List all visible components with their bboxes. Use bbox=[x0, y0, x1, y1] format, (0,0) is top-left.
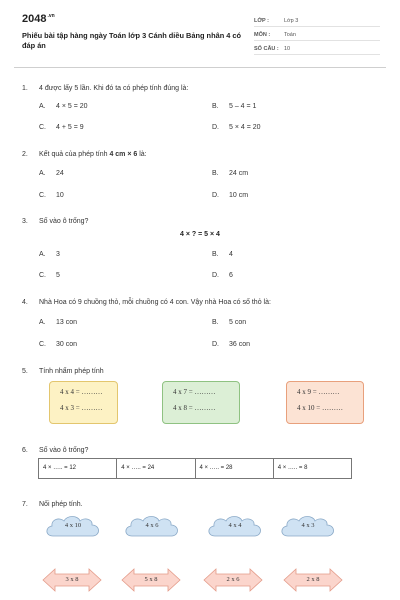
question-number: 1. bbox=[22, 85, 28, 92]
option-a[interactable] bbox=[39, 319, 77, 326]
question-number: 7. bbox=[22, 501, 28, 508]
option-b[interactable] bbox=[212, 170, 248, 177]
option-text: 6 bbox=[229, 272, 233, 279]
option-letter: A. bbox=[39, 319, 46, 326]
option-letter: D. bbox=[212, 192, 219, 199]
option-text: 4 bbox=[229, 251, 233, 258]
question-text: Tính nhẩm phép tính bbox=[39, 368, 104, 375]
option-c[interactable] bbox=[39, 192, 64, 199]
option-text: 24 cm bbox=[229, 170, 249, 177]
mental-math-box-peach bbox=[286, 381, 364, 424]
option-a[interactable] bbox=[39, 170, 64, 177]
option-text: 5 con bbox=[229, 319, 247, 326]
option-letter: B. bbox=[212, 103, 219, 110]
cloud-label: 4 x 4 bbox=[228, 522, 242, 529]
meta-row-subject bbox=[254, 29, 380, 41]
option-text: 10 cm bbox=[229, 192, 249, 199]
question-text-bold: 4 cm × 6 bbox=[109, 151, 138, 158]
math-line: 4 x 4 = ……… bbox=[60, 388, 103, 396]
question-number: 4. bbox=[22, 299, 28, 306]
header-divider bbox=[14, 67, 386, 68]
option-letter: C. bbox=[39, 124, 46, 131]
option-letter: B. bbox=[212, 170, 219, 177]
option-text: 5 – 4 = 1 bbox=[229, 103, 257, 110]
option-text: 4 × 5 = 20 bbox=[56, 103, 88, 110]
question-number: 2. bbox=[22, 151, 28, 158]
logo-text: 2048 bbox=[22, 13, 47, 25]
option-letter: D. bbox=[212, 272, 219, 279]
question-text: Số vào ô trống? bbox=[39, 447, 89, 454]
option-a[interactable] bbox=[39, 251, 60, 258]
cloud-label: 4 x 6 bbox=[145, 522, 159, 529]
option-c[interactable] bbox=[39, 124, 84, 131]
question-text-part: là: bbox=[137, 151, 147, 158]
math-line: 4 x 9 = ……… bbox=[297, 388, 340, 396]
fill-in-table bbox=[38, 458, 352, 479]
math-line: 4 x 7 = ……… bbox=[173, 388, 216, 396]
question-text-part: Kết quả của phép tính bbox=[39, 151, 110, 158]
mental-math-box-green bbox=[162, 381, 240, 424]
meta-value: 10 bbox=[284, 46, 291, 52]
option-text: 5 × 4 = 20 bbox=[229, 124, 261, 131]
question-number: 3. bbox=[22, 218, 28, 225]
question-text: 4 được lấy 5 lần. Khi đó ta có phép tính đúng là: bbox=[39, 85, 189, 92]
meta-value: Lớp 3 bbox=[284, 18, 299, 24]
option-letter: A. bbox=[39, 103, 46, 110]
option-letter: C. bbox=[39, 272, 46, 279]
fill-in-cell[interactable]: 4 × ….. = 8 bbox=[277, 465, 308, 471]
math-line: 4 x 10 = ……… bbox=[297, 404, 343, 412]
option-letter: A. bbox=[39, 251, 46, 258]
option-text: 10 bbox=[56, 192, 64, 199]
question-text bbox=[39, 151, 147, 158]
site-logo[interactable] bbox=[22, 13, 55, 25]
option-letter: C. bbox=[39, 341, 46, 348]
mental-math-box-yellow bbox=[49, 381, 118, 424]
question-text: Nhà Hoa có 9 chuồng thỏ, mỗi chuồng có 4 con. Vậy nhà Hoa có số thỏ là: bbox=[39, 299, 271, 306]
option-letter: B. bbox=[212, 319, 219, 326]
arrow-label: 2 x 8 bbox=[306, 576, 320, 583]
question-text: Số vào ô trống? bbox=[39, 218, 89, 225]
option-c[interactable] bbox=[39, 272, 60, 279]
option-text: 13 con bbox=[56, 319, 78, 326]
option-d[interactable] bbox=[212, 192, 248, 199]
worksheet-title: Phiếu bài tập hàng ngày Toán lớp 3 Cánh diều Bảng nhân 4 có đáp án bbox=[22, 31, 242, 50]
meta-value: Toán bbox=[284, 32, 296, 38]
question-text: Nối phép tính. bbox=[39, 501, 83, 508]
option-text: 36 con bbox=[229, 341, 251, 348]
option-text: 30 con bbox=[56, 341, 78, 348]
option-d[interactable] bbox=[212, 341, 250, 348]
fill-in-cell[interactable]: 4 × ….. = 24 bbox=[117, 459, 195, 478]
option-d[interactable] bbox=[212, 272, 233, 279]
option-letter: D. bbox=[212, 341, 219, 348]
cloud-label: 4 x 3 bbox=[301, 522, 315, 529]
option-text: 24 bbox=[56, 170, 64, 177]
cloud-label: 4 x 10 bbox=[64, 522, 82, 529]
equation: 4 × ? = 5 × 4 bbox=[180, 231, 220, 238]
meta-row-class bbox=[254, 15, 380, 27]
option-text: 4 + 5 = 9 bbox=[56, 124, 84, 131]
option-text: 5 bbox=[56, 272, 60, 279]
option-a[interactable] bbox=[39, 103, 88, 110]
arrow-label: 3 x 8 bbox=[65, 576, 79, 583]
option-b[interactable] bbox=[212, 319, 246, 326]
option-letter: B. bbox=[212, 251, 219, 258]
option-text: 3 bbox=[56, 251, 60, 258]
meta-row-count bbox=[254, 43, 380, 55]
option-letter: A. bbox=[39, 170, 46, 177]
meta-key: SỐ CÂU : bbox=[254, 46, 279, 52]
logo-suffix: .vn bbox=[47, 13, 55, 20]
fill-in-cell[interactable]: 4 × ….. = 28 bbox=[196, 459, 274, 478]
option-letter: D. bbox=[212, 124, 219, 131]
math-line: 4 x 8 = ……… bbox=[173, 404, 216, 412]
option-b[interactable] bbox=[212, 103, 256, 110]
meta-key: MÔN : bbox=[254, 32, 271, 38]
question-number: 6. bbox=[22, 447, 28, 454]
question-number: 5. bbox=[22, 368, 28, 375]
option-letter: C. bbox=[39, 192, 46, 199]
arrow-label: 2 x 6 bbox=[226, 576, 240, 583]
meta-key: LỚP : bbox=[254, 18, 269, 24]
math-line: 4 x 3 = ……… bbox=[60, 404, 103, 412]
option-d[interactable] bbox=[212, 124, 261, 131]
option-b[interactable] bbox=[212, 251, 233, 258]
arrow-label: 5 x 8 bbox=[144, 576, 158, 583]
option-c[interactable] bbox=[39, 341, 77, 348]
fill-in-cell[interactable]: 4 × ….. = 12 bbox=[39, 459, 117, 478]
